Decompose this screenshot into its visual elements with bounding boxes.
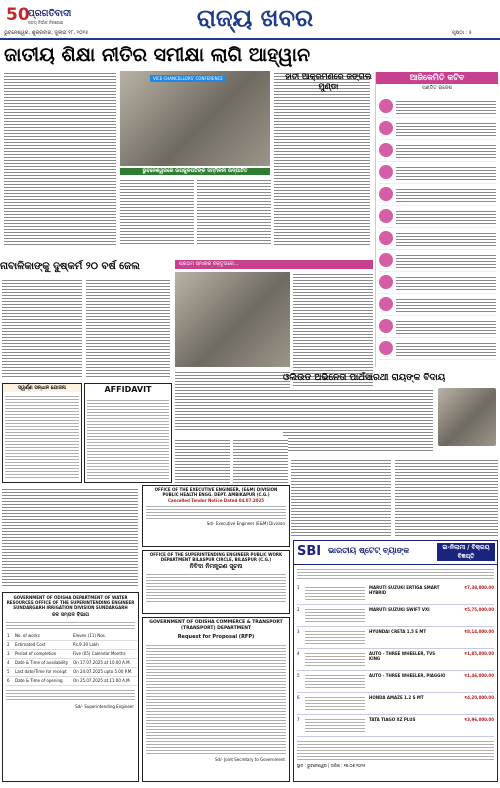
horoscope-sign-row (378, 140, 497, 162)
notice-mid-body (146, 572, 286, 602)
horoscope-sign-row (378, 316, 497, 338)
dateline: ଭୁବନେଶ୍ୱର, ଶୁକ୍ରବାର, ଜୁଲାଇ ୧୮, ୨୦୨୫ (4, 30, 89, 36)
sbi-vehicle-list (297, 583, 494, 737)
sbi-row-details (305, 717, 365, 734)
zodiac-icon (379, 297, 393, 311)
sbi-vehicle-name: MARUTI SUZUKI SWIFT VXI (369, 607, 430, 612)
notice-transport (142, 617, 290, 782)
affidavit-title: AFFIDAVIT (104, 385, 152, 394)
second-story (0, 260, 172, 380)
water-table-cell: 3 (6, 650, 14, 659)
actor-photo (438, 388, 496, 446)
logo (6, 6, 84, 28)
sbi-reserve-price: ₹5,75,000.00 (464, 607, 494, 612)
sbi-header (294, 541, 497, 565)
horoscope-sign-text (396, 209, 496, 225)
page-label: ପୃଷ୍ଠା : ୫ (452, 30, 472, 36)
sbi-intro (297, 567, 494, 581)
horoscope-signs (378, 96, 497, 364)
notice-center-subtitle: Cancelled Tender Notice Dated 04.07.2025 (167, 498, 265, 503)
notice-mid-subtitle: ନିବିଦା ନିମନ୍ତ୍ରଣ ସୂଚନା (189, 563, 243, 570)
sbi-name: ଭାରତୀୟ ଷ୍ଟେଟ୍ ବ୍ୟାଙ୍କ (328, 546, 410, 555)
sbi-vehicle-row (297, 583, 494, 605)
zodiac-icon (379, 319, 393, 333)
tender-left-body (5, 394, 79, 480)
notice-transport-subtitle: Request for Proposal (RFP) (177, 634, 255, 640)
zodiac-icon (379, 209, 393, 223)
horoscope-sign-text (396, 121, 496, 137)
sbi-logo: SBI (297, 544, 322, 559)
water-table-cell: Eleven (11) Nos. (72, 632, 137, 641)
mid-body-3 (291, 458, 391, 538)
photo-strip: ପ୍ରଥମ ସ୍ମାରକ ବକ୍ତୃତାରେ... (175, 260, 373, 269)
obituary-body (283, 388, 433, 452)
horoscope-sign-text (396, 165, 496, 181)
side-story (285, 72, 372, 222)
horoscope-sign-text (396, 143, 496, 159)
sbi-reserve-price: ₹1,85,000.00 (464, 651, 494, 656)
notice-mid-title: OFFICE OF THE SUPERINTENDING ENGINEER PUBLIC WORK DEPARTMENT BILASPUR CIRCLE, BILASPUR (C.G.) (149, 552, 283, 562)
water-table-cell: On 17.07.2025 at 10.00 A.M. (72, 659, 137, 668)
water-table-cell: 5 (6, 668, 14, 677)
sbi-auction-title: ଇ-ନିଲାମୀ / ବିକ୍ରୟ ବିଜ୍ଞପ୍ତି (437, 543, 495, 561)
affidavit-box (84, 383, 172, 483)
sbi-row-details (305, 607, 365, 624)
sbi-reserve-price: ₹4,20,000.00 (464, 695, 494, 700)
notice-water-signature: Sd/- Superintending Engineer (75, 704, 134, 709)
horoscope-subtitle: ପଣ୍ଡିତ ରାଜେଶ (421, 85, 453, 91)
tagline: ସତ୍ୟ ନିର୍ଭୀକ ନିରପେକ୍ଷ (28, 20, 64, 25)
sbi-vehicle-name: AUTO - THREE WHEELER, PIAGGIO (369, 673, 446, 678)
sbi-row-details (305, 695, 365, 712)
sbi-vehicle-name: HONDA AMAZE 1.2 S MT (369, 695, 424, 700)
horoscope-sign-text (396, 253, 496, 269)
notice-water (2, 592, 139, 782)
water-table-cell: Period of completion (14, 650, 72, 659)
lead-body-col2 (120, 178, 194, 246)
logo-number: 50 (6, 5, 30, 25)
sbi-vehicle-name: MARUTI SUZUKI ERTIGA SMART HYBRID (369, 585, 440, 595)
horoscope-sign-row (378, 206, 497, 228)
zodiac-icon (379, 231, 393, 245)
notice-transport-title: GOVERNMENT OF ODISHA COMMERCE & TRANSPORT (TRANSPORT) DEPARTMENT (149, 620, 283, 631)
lead-body-col3 (197, 178, 271, 246)
notice-mid (142, 550, 290, 614)
event-photo (175, 272, 290, 367)
water-table-cell: On 24.07.2025 upto 5.00 P.M. (72, 668, 137, 677)
water-table-cell: On 25.07.2025 at 11.00 A.M. (72, 677, 137, 686)
notice-center (142, 485, 290, 547)
second-body-col2 (86, 278, 170, 378)
sbi-row-number: 3 (297, 629, 300, 634)
zodiac-icon (379, 121, 393, 135)
horoscope-sign-text (396, 297, 496, 313)
sbi-notice (293, 540, 498, 782)
notice-water-title: GOVERNMENT OF ODISHA DEPARTMENT OF WATER RESOURCES OFFICE OF THE SUPERINTENDING ENGINEER SUNDARGARH IRRIGATION DIVISION SUNDARGARH (6, 595, 135, 610)
horoscope-sign-row (378, 118, 497, 140)
sbi-row-details (305, 651, 365, 668)
water-table-cell: Date & Time of opening (14, 677, 72, 686)
zodiac-icon (379, 165, 393, 179)
water-table-cell: 2 (6, 641, 14, 650)
horoscope-sign-row (378, 162, 497, 184)
sbi-terms (297, 739, 494, 761)
sbi-reserve-price: ₹1,46,000.00 (464, 673, 494, 678)
notice-water-footer (6, 688, 135, 702)
notice-water-table (6, 632, 137, 686)
sbi-row-number: 1 (297, 585, 300, 590)
tender-left-title: ସ୍ୱର୍ଣ୍ଣ ସନ୍ଧାନ ଯୋଜନା (3, 384, 81, 392)
sbi-row-details (305, 585, 365, 602)
horoscope-sign-text (396, 231, 496, 247)
photo-banner: VICE CHANCELLORS' CONFERENCE (150, 75, 226, 82)
sbi-vehicle-name: HYUNDAI CRETA 1.5 E MT (369, 629, 427, 634)
lead-headline: ଜାତୀୟ ଶିକ୍ଷା ନୀତିର ସମୀକ୍ଷା ଲାଗି ଆହ୍ୱାନ (4, 44, 311, 66)
notice-center-title: OFFICE OF THE EXECUTIVE ENGINEER, (E&M) DIVISION PUBLIC HEALTH ENGG. DEPT. AMBIKAPUR (C.G.) (154, 487, 278, 497)
water-table-cell: 1 (6, 632, 14, 641)
horoscope-title: ଆଜିକେମିତି କଟିବ (376, 72, 498, 84)
horoscope-sign-row (378, 272, 497, 294)
affidavit-body (87, 398, 169, 480)
water-table-cell: 6 (6, 677, 14, 686)
horoscope-sign-text (396, 341, 496, 357)
sbi-footer: ସ୍ଥାନ : ଭୁବନେଶ୍ୱର | ତାରିଖ : ୧୭.୦୭.୨୦୨୫ (297, 763, 366, 768)
notice-transport-body (146, 643, 286, 755)
photo-caption: ଭୁବନେଶ୍ୱରରେ ଉପକୁଳପତିଙ୍କ ସମ୍ମିଳନୀ ଉଦ୍‌ଘାଟିତ (120, 168, 270, 175)
section-title: ରାଜ୍ୟ ଖବର (196, 4, 314, 32)
sbi-vehicle-row (297, 693, 494, 715)
sbi-reserve-price: ₹3,96,000.00 (464, 717, 494, 722)
horoscope-sign-row (378, 96, 497, 118)
water-table-cell: Five (05) Calendar Months (72, 650, 137, 659)
water-table-row (6, 659, 137, 668)
zodiac-icon (379, 187, 393, 201)
sbi-vehicle-row (297, 627, 494, 649)
logo-text: ପ୍ରଗତିବାଦୀ (28, 9, 72, 19)
horoscope-sign-row (378, 184, 497, 206)
horoscope-sign-text (396, 275, 496, 291)
sbi-vehicle-name: TATA TIAGO XZ PLUS (369, 717, 416, 722)
horoscope-sign-row (378, 338, 497, 360)
sbi-row-details (305, 673, 365, 690)
water-table-row (6, 668, 137, 677)
notice-water-intro (6, 620, 135, 630)
horoscope-panel (375, 72, 498, 367)
notice-transport-signature: Sd/- Joint Secretary to Government (214, 757, 285, 762)
horoscope-sign-text (396, 187, 496, 203)
masthead-rule (0, 38, 500, 40)
zodiac-icon (379, 99, 393, 113)
zodiac-icon (379, 341, 393, 355)
second-headline: ନାବାଳିକାଙ୍କୁ ଦୁଷ୍କର୍ମ ୨୦ ବର୍ଷ ଜେଲ (0, 261, 140, 272)
mid-body-4 (395, 458, 498, 538)
sbi-vehicle-name: AUTO - THREE WHEELER, TVS KING (369, 651, 436, 661)
notice-center-signature: Sd/- Executive Engineer (E&M) Division (206, 521, 285, 526)
notice-water-subtitle: ଜଳ ସମ୍ପଦ ବିଭାଗ (51, 612, 90, 618)
sbi-row-number: 2 (297, 607, 300, 612)
water-table-row (6, 632, 137, 641)
zodiac-icon (379, 253, 393, 267)
water-table-cell: Last date/Time for receipt (14, 668, 72, 677)
horoscope-sign-row (378, 294, 497, 316)
horoscope-sign-text (396, 99, 496, 115)
tender-left (2, 383, 82, 483)
notice-center-body (146, 504, 286, 520)
sbi-vehicle-row (297, 605, 494, 627)
photo-story-body-2 (175, 370, 290, 432)
sbi-vehicle-row (297, 715, 494, 737)
horoscope-sign-row (378, 228, 497, 250)
lead-body-col1 (4, 71, 116, 246)
sbi-vehicle-row (297, 649, 494, 671)
water-table-cell: Estimated Cost (14, 641, 72, 650)
side-headline: ହାତୀ ଆକ୍ରମଣରେ ଜଙ୍ଗଲ ମୁଣ୍ଡା (285, 72, 372, 91)
water-table-cell: No. of works (14, 632, 72, 641)
masthead (0, 0, 500, 40)
sbi-row-number: 7 (297, 717, 300, 722)
sbi-row-details (305, 629, 365, 646)
lead-photo (120, 71, 270, 166)
sbi-row-number: 5 (297, 673, 300, 678)
horoscope-sign-text (396, 319, 496, 335)
water-table-row (6, 650, 137, 659)
water-table-cell: 4 (6, 659, 14, 668)
horoscope-sign-row (378, 250, 497, 272)
water-table-cell: Rs.9.30 Lakh (72, 641, 137, 650)
sbi-row-number: 6 (297, 695, 300, 700)
sbi-row-number: 4 (297, 651, 300, 656)
second-body-col1 (2, 278, 82, 378)
water-table-cell: Date & Time of availability (14, 659, 72, 668)
left-lower-body (2, 487, 138, 587)
sbi-vehicle-row (297, 671, 494, 693)
water-table-row (6, 677, 137, 686)
obituary-headline: ଓଲିଉଡ ଅଭିନେତା ପାର୍ଥସାରଥୀ ରାୟଙ୍କ ବିଦାୟ (283, 373, 446, 383)
obituary-story (283, 372, 498, 454)
sbi-reserve-price: ₹8,14,000.00 (464, 629, 494, 634)
sbi-reserve-price: ₹7,38,000.00 (464, 585, 494, 590)
zodiac-icon (379, 143, 393, 157)
zodiac-icon (379, 275, 393, 289)
water-table-row (6, 641, 137, 650)
